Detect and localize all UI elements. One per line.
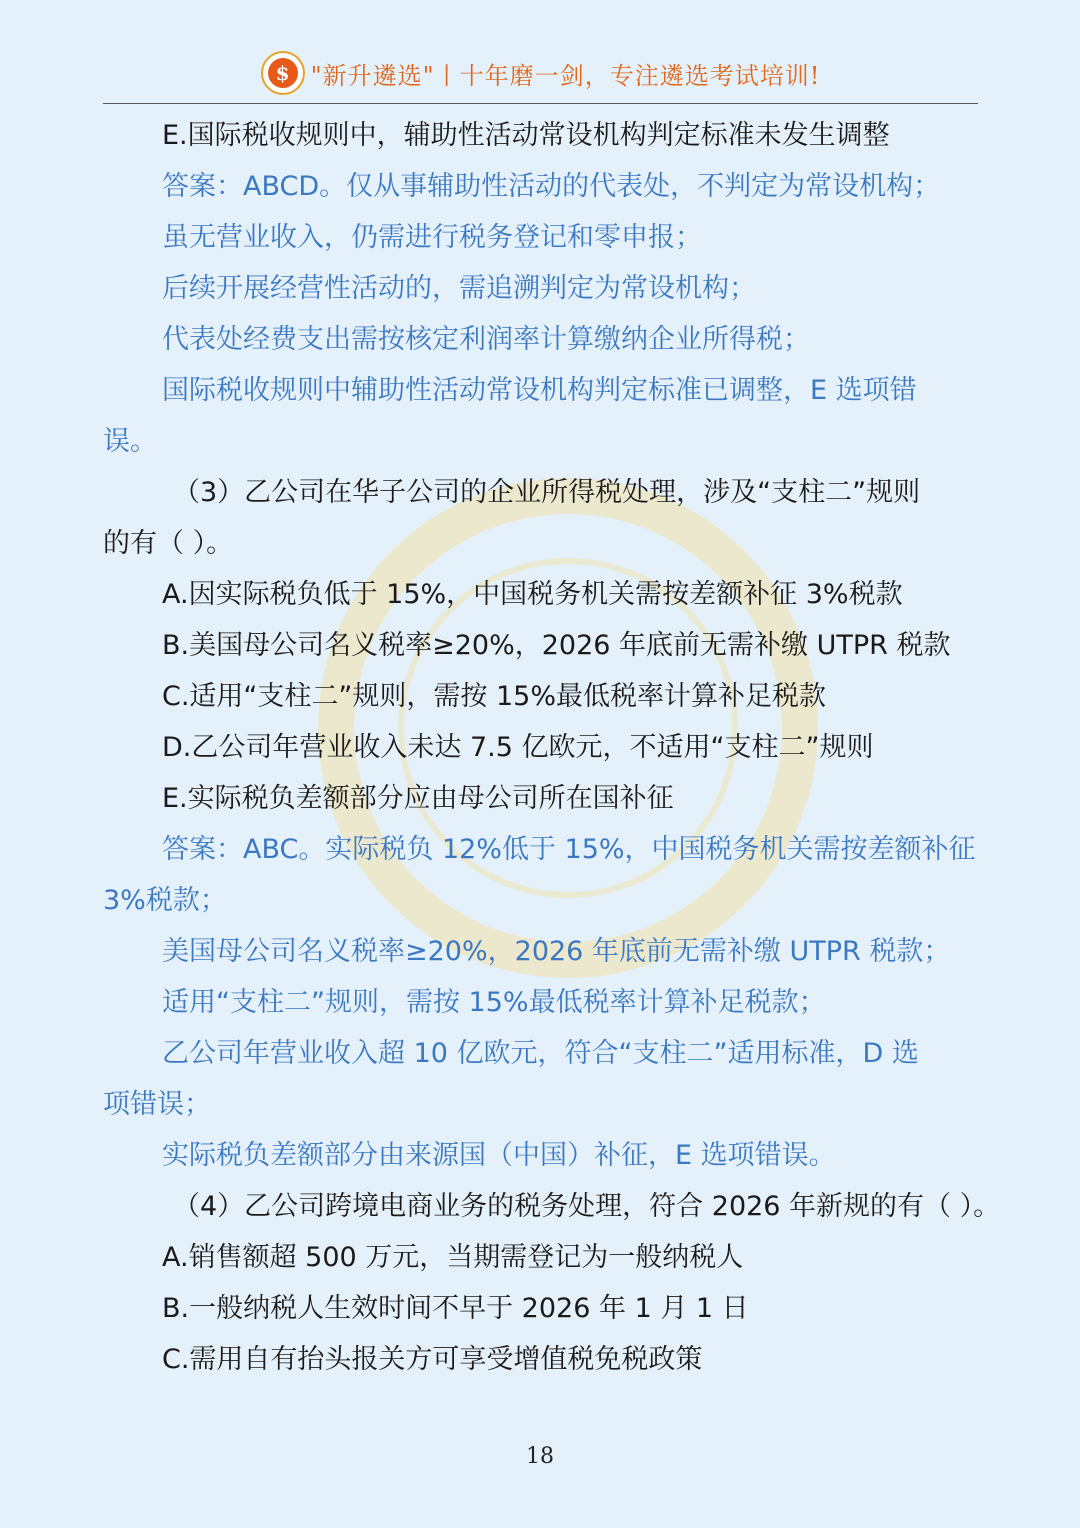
answer-line: 美国母公司名义税率≥20%，2026 年底前无需补缴 UTPR 税款；	[162, 936, 951, 967]
option-line: A.因实际税负低于 15%，中国税务机关需按差额补征 3%税款	[162, 579, 903, 610]
header-title: "新升遴选"丨十年磨一剑，专注遴选考试培训!	[310, 62, 821, 90]
answer-line: 项错误；	[103, 1089, 211, 1120]
option-line: C.需用自有抬头报关方可享受增值税免税政策	[162, 1344, 703, 1375]
answer-line: 答案：ABC。实际税负 12%低于 15%，中国税务机关需按差额补征	[162, 834, 976, 865]
answer-line: 3%税款；	[103, 885, 227, 916]
question-line: （3）乙公司在华子公司的企业所得税处理，涉及“支柱二”规则	[173, 477, 921, 508]
answer-line: 实际税负差额部分由来源国（中国）补征，E 选项错误。	[162, 1140, 836, 1171]
answer-line: 虽无营业收入，仍需进行税务登记和零申报；	[162, 222, 702, 253]
answer-line: 答案：ABCD。仅从事辅助性活动的代表处，不判定为常设机构；	[162, 171, 941, 202]
page-number: 18	[526, 1444, 554, 1469]
answer-line: 乙公司年营业收入超 10 亿欧元，符合“支柱二”适用标准，D 选	[162, 1038, 919, 1069]
option-line: B.美国母公司名义税率≥20%，2026 年底前无需补缴 UTPR 税款	[162, 630, 951, 661]
option-line: B.一般纳税人生效时间不早于 2026 年 1 月 1 日	[162, 1293, 749, 1324]
option-line: E.国际税收规则中，辅助性活动常设机构判定标准未发生调整	[162, 120, 890, 151]
question-line: 的有（ ）。	[103, 528, 234, 559]
question-line: （4）乙公司跨境电商业务的税务处理，符合 2026 年新规的有（ ）。	[173, 1191, 1001, 1222]
page-header	[103, 52, 978, 104]
option-line: D.乙公司年营业收入未达 7.5 亿欧元，不适用“支柱二”规则	[162, 732, 874, 763]
option-line: C.适用“支柱二”规则，需按 15%最低税率计算补足税款	[162, 681, 827, 712]
logo-emblem: $	[268, 58, 298, 88]
answer-line: 国际税收规则中辅助性活动常设机构判定标准已调整，E 选项错	[162, 375, 917, 406]
document-body	[103, 110, 1001, 1385]
option-line: E.实际税负差额部分应由母公司所在国补征	[162, 783, 674, 814]
logo-icon	[261, 51, 305, 95]
answer-line: 适用“支柱二”规则，需按 15%最低税率计算补足税款；	[162, 987, 826, 1018]
answer-line: 代表处经费支出需按核定利润率计算缴纳企业所得税；	[162, 324, 810, 355]
option-line: A.销售额超 500 万元，当期需登记为一般纳税人	[162, 1242, 744, 1273]
answer-line: 误。	[103, 426, 157, 457]
answer-line: 后续开展经营性活动的，需追溯判定为常设机构；	[162, 273, 756, 304]
